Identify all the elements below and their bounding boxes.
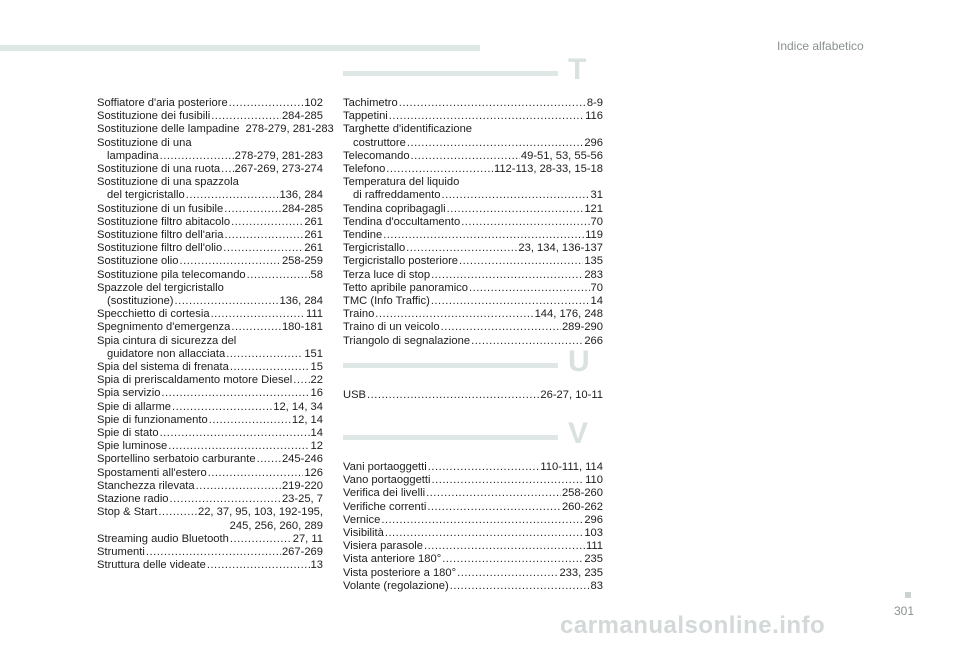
leader-dots [389, 110, 584, 123]
leader-dots [450, 580, 590, 593]
entry-label: Strumenti [97, 545, 145, 558]
entry-pages: 136, 284 [279, 189, 323, 202]
entry-pages: 111 [585, 540, 603, 553]
entry-pages: 110 [585, 474, 603, 487]
entry-pages: 13 [310, 559, 323, 572]
entry-pages: 102 [304, 97, 323, 109]
leader-dots [226, 348, 303, 361]
index-entry [97, 559, 323, 572]
entry-label: lampadina [107, 149, 159, 162]
entry-pages: 136, 284 [279, 295, 323, 308]
section-title: Indice alfabetico [777, 39, 864, 53]
index-entry [97, 229, 323, 242]
index-entry [97, 203, 323, 216]
entry-pages: 110-111, 114 [540, 461, 603, 473]
entry-label: Spie di stato [97, 427, 159, 440]
entry-pages: 70 [590, 215, 603, 228]
index-entry [343, 540, 603, 553]
entry-label: TMC (Info Traffic) [343, 295, 430, 308]
letter-divider-v [343, 417, 603, 451]
index-column-left [97, 97, 334, 572]
entry-pages: 245, 256, 260, 289 [229, 519, 323, 532]
leader-dots [407, 137, 583, 150]
leader-dots [158, 506, 197, 519]
index-entry [343, 189, 603, 202]
index-entry [97, 414, 323, 427]
leader-dots [375, 308, 533, 321]
index-entry [343, 527, 603, 540]
entry-label: Sostituzione olio [97, 255, 179, 268]
leader-dots [385, 527, 583, 540]
entry-pages: 289-290 [561, 321, 603, 334]
entry-label: Sportellino serbatoio carburante [97, 453, 256, 466]
index-entry [97, 361, 323, 374]
entry-pages: 111 [305, 308, 323, 321]
entry-label: Sostituzione pila telecomando [97, 268, 246, 281]
entry-pages: 22 [310, 374, 323, 387]
entry-label: Tappetini [343, 110, 388, 123]
letter-divider-line [343, 363, 558, 368]
entry-pages: 12 [310, 440, 323, 453]
entry-label: Vista anteriore 180° [343, 553, 442, 566]
index-entry [343, 335, 603, 348]
index-entry [343, 567, 603, 580]
leader-dots [196, 480, 281, 493]
entry-label: Traino [343, 308, 375, 321]
entry-label: Stop & Start [97, 506, 158, 519]
entry-pages: 233, 235 [559, 566, 603, 579]
entry-pages: 27, 11 [292, 532, 323, 545]
entry-label: Triangolo di segnalazione [343, 334, 471, 347]
entry-label: Sostituzione filtro dell'aria [97, 229, 224, 242]
entry-label: Sostituzione di una ruota [97, 163, 221, 176]
entry-label: (sostituzione) [107, 295, 174, 308]
index-entry [343, 501, 603, 514]
entry-label: Sostituzione filtro dell'olio [97, 242, 223, 255]
leader-dots [406, 242, 517, 255]
leader-dots [411, 150, 520, 163]
entry-pages: 219-220 [281, 479, 323, 492]
entry-label: Spia del sistema di frenata [97, 361, 229, 374]
leader-dots [223, 242, 303, 255]
entry-label: Spia di preriscaldamento motore Diesel [97, 374, 293, 387]
entry-pages: 23-25, 7 [281, 493, 323, 506]
index-entry [97, 269, 323, 282]
leader-dots [431, 295, 590, 308]
entry-label: Streaming audio Bluetooth [97, 532, 229, 545]
leader-dots [459, 255, 583, 268]
entry-label: Spie luminose [97, 440, 168, 453]
entry-pages: 26-27, 10-11 [540, 389, 603, 401]
entry-label: del tergicristallo [107, 189, 185, 202]
entry-label: Visiera parasole [343, 540, 424, 553]
entry-pages: 58 [310, 268, 323, 281]
entry-pages: 151 [304, 347, 323, 360]
entry-label: Stanchezza rilevata [97, 479, 195, 492]
index-entry [343, 389, 603, 402]
entry-label: Tetto apribile panoramico [343, 281, 468, 294]
entry-label: Tergicristallo [343, 242, 406, 255]
entry-pages: 14 [310, 427, 323, 440]
entry-pages: 284-285 [281, 110, 323, 123]
index-entry [343, 242, 603, 255]
entry-pages: 258-259 [281, 255, 323, 268]
leader-dots [221, 163, 234, 176]
entry-label: Spie di allarme [97, 400, 171, 413]
entry-pages: 116 [585, 110, 603, 123]
entry-pages: 119 [585, 229, 603, 242]
entry-label: Tendine [343, 229, 383, 242]
index-entry [97, 480, 323, 493]
index-entry [343, 137, 603, 150]
leader-dots [471, 335, 583, 348]
entry-pages: 135 [584, 255, 603, 268]
leader-dots [230, 533, 292, 546]
index-entry [97, 321, 323, 334]
index-entry [97, 282, 323, 295]
leader-dots [432, 474, 585, 487]
leader-dots [367, 389, 539, 402]
leader-dots [441, 189, 589, 202]
index-entry [97, 348, 323, 361]
index-entry [97, 440, 323, 453]
index-entry [343, 203, 603, 216]
leader-dots [230, 361, 310, 374]
index-entry [343, 487, 603, 500]
entry-pages: 267-269, 273-274 [234, 163, 323, 176]
entry-pages: 296 [584, 136, 603, 149]
index-entry [343, 295, 603, 308]
index-entry [97, 453, 323, 466]
index-entry [343, 176, 603, 189]
watermark: carmanualsonline.info [560, 612, 826, 639]
entry-label: Targhette d'identificazione [343, 123, 473, 136]
page-number: 301 [894, 604, 915, 618]
index-entry [97, 110, 323, 123]
index-entry [343, 474, 603, 487]
entry-label: Spia cintura di sicurezza del [97, 334, 237, 347]
entry-label: Tachimetro [343, 97, 398, 109]
entry-pages: 245-246 [281, 453, 323, 466]
index-entry [343, 255, 603, 268]
entry-pages: 266 [584, 334, 603, 347]
entry-label: Sostituzione di una [97, 136, 192, 149]
entry-label: Sostituzione dei fusibili [97, 110, 211, 123]
index-entry [343, 216, 603, 229]
entry-label: Volante (regolazione) [343, 579, 449, 592]
leader-dots [160, 150, 234, 163]
leader-dots [168, 440, 309, 453]
entry-pages: 112-113, 28-33, 15-18 [493, 163, 603, 176]
letter-divider-line [343, 435, 558, 440]
index-entry [343, 553, 603, 566]
entry-label: Visibilità [343, 527, 384, 540]
index-entry [97, 506, 323, 519]
leader-dots [426, 487, 561, 500]
entry-pages: 23, 134, 136-137 [518, 242, 603, 255]
index-entry [97, 255, 323, 268]
index-entry [343, 580, 603, 593]
index-entry [343, 461, 603, 474]
entry-pages: 284-285 [281, 202, 323, 215]
entry-pages: 8-9 [586, 97, 603, 109]
leader-dots [428, 461, 540, 474]
leader-dots [461, 216, 589, 229]
index-entry [343, 282, 603, 295]
index-entry [97, 163, 323, 176]
entry-label: USB [343, 389, 367, 401]
index-entry [97, 189, 323, 202]
index-entry [97, 335, 323, 348]
leader-dots [146, 546, 281, 559]
entry-pages: 267-269 [281, 545, 323, 558]
leader-dots [424, 540, 585, 553]
leader-dots [211, 110, 281, 123]
leader-dots [209, 414, 291, 427]
leader-dots [231, 321, 281, 334]
entry-pages: 12, 14 [291, 413, 323, 426]
index-section-t [343, 97, 603, 348]
entry-label: Telefono [343, 163, 386, 176]
index-entry [343, 97, 603, 110]
leader-dots [441, 321, 561, 334]
entry-pages: 83 [590, 579, 603, 592]
index-entry [97, 308, 323, 321]
entry-pages: 258-260 [561, 487, 603, 500]
index-entry [343, 321, 603, 334]
index-entry [343, 163, 603, 176]
entry-pages: 121 [584, 202, 603, 215]
entry-pages: 144, 176, 248 [534, 308, 603, 321]
leader-dots [211, 308, 305, 321]
entry-pages: 261 [304, 242, 323, 255]
letter-heading: U [568, 345, 590, 378]
entry-label: Spie di funzionamento [97, 413, 208, 426]
index-entry [97, 427, 323, 440]
index-entry [343, 110, 603, 123]
entry-pages: 70 [590, 281, 603, 294]
entry-pages: 126 [304, 466, 323, 479]
entry-label: Sostituzione filtro abitacolo [97, 215, 231, 228]
entry-pages: 278-279, 281-283 [245, 123, 334, 136]
index-entry [343, 229, 603, 242]
index-entry [97, 137, 323, 150]
index-entry [97, 401, 323, 414]
entry-label: costruttore [353, 136, 406, 149]
entry-label: Sostituzione di una spazzola [97, 176, 239, 189]
entry-label: Sostituzione delle lampadine [97, 123, 240, 136]
index-entry [97, 374, 323, 387]
index-entry [97, 520, 323, 533]
leader-dots [386, 163, 493, 176]
entry-label: Sostituzione di un fusibile [97, 202, 224, 215]
entry-pages: 261 [304, 215, 323, 228]
leader-dots [457, 567, 558, 580]
index-entry [97, 150, 323, 163]
index-entry [97, 387, 323, 400]
entry-pages: 261 [304, 229, 323, 242]
leader-dots [179, 255, 280, 268]
index-entry [97, 546, 323, 559]
leader-dots [381, 514, 583, 527]
entry-label: Spegnimento d'emergenza [97, 321, 231, 334]
entry-label: Tergicristallo posteriore [343, 255, 459, 268]
entry-label: Telecomando [343, 149, 410, 162]
entry-label: Temperatura del liquido [343, 176, 460, 189]
leader-dots [186, 189, 279, 202]
leader-dots [172, 401, 272, 414]
page-marker [905, 592, 911, 598]
entry-label: Vernice [343, 513, 381, 526]
leader-dots [447, 203, 584, 216]
entry-pages: 49-51, 53, 55-56 [520, 149, 603, 162]
entry-label: Traino di un veicolo [343, 321, 440, 334]
entry-label: Spostamenti all'estero [97, 466, 207, 479]
entry-pages: 14 [590, 295, 603, 308]
index-entry [343, 123, 603, 136]
leader-dots [229, 97, 304, 110]
leader-dots [207, 559, 310, 572]
entry-label: Tendina d'occultamento [343, 215, 461, 228]
header-divider-bar [0, 45, 480, 51]
index-section-u [343, 389, 603, 402]
entry-pages: 283 [584, 268, 603, 281]
entry-label: Soffiatore d'aria posteriore [97, 97, 228, 109]
index-entry [97, 123, 334, 136]
leader-dots [231, 216, 303, 229]
index-section-v [343, 461, 603, 593]
entry-pages: 296 [584, 513, 603, 526]
letter-divider-u [343, 345, 603, 379]
letter-divider-t [343, 53, 603, 87]
index-entry [97, 97, 323, 110]
entry-pages: 103 [584, 527, 603, 540]
entry-pages: 16 [310, 387, 323, 400]
entry-label: di raffreddamento [353, 189, 441, 202]
entry-pages: 180-181 [281, 321, 323, 334]
index-entry [343, 269, 603, 282]
leader-dots [161, 387, 309, 400]
leader-dots [175, 295, 279, 308]
entry-pages: 15 [310, 361, 323, 374]
entry-pages: 22, 37, 95, 103, 192-195, [197, 506, 323, 519]
letter-heading: T [568, 53, 587, 86]
entry-label: Vano portaoggetti [343, 474, 431, 487]
leader-dots [225, 229, 304, 242]
index-entry [343, 514, 603, 527]
index-entry [97, 242, 323, 255]
entry-label: guidatore non allacciata [107, 347, 226, 360]
leader-dots [170, 493, 281, 506]
index-entry [97, 493, 323, 506]
leader-dots [442, 553, 583, 566]
entry-label: Spia servizio [97, 387, 161, 400]
index-entry [97, 467, 323, 480]
index-entry [97, 176, 323, 189]
entry-label: Verifica dei livelli [343, 487, 426, 500]
letter-heading: V [568, 417, 589, 450]
index-entry [343, 308, 603, 321]
leader-dots [208, 467, 304, 480]
index-entry [343, 150, 603, 163]
index-entry [97, 216, 323, 229]
entry-label: Tendina copribagagli [343, 202, 446, 215]
leader-dots [293, 374, 309, 387]
leader-dots [160, 427, 310, 440]
leader-dots [257, 453, 281, 466]
entry-pages: 278-279, 281-283 [234, 149, 323, 162]
index-entry [97, 295, 323, 308]
entry-pages: 260-262 [561, 500, 603, 513]
entry-label: Stazione radio [97, 493, 169, 506]
leader-dots [431, 269, 583, 282]
entry-label: Vista posteriore a 180° [343, 566, 457, 579]
entry-label: Spazzole del tergicristallo [97, 281, 224, 294]
entry-label: Vani portaoggetti [343, 461, 427, 473]
entry-label: Terza luce di stop [343, 268, 431, 281]
letter-divider-line [343, 71, 558, 76]
entry-label: Struttura delle videate [97, 559, 206, 572]
leader-dots [427, 501, 561, 514]
entry-pages: 235 [584, 553, 603, 566]
entry-label: Verifiche correnti [343, 500, 427, 513]
leader-dots [469, 282, 590, 295]
entry-pages: 12, 14, 34 [273, 400, 323, 413]
index-entry [97, 533, 323, 546]
entry-label: Specchietto di cortesia [97, 308, 210, 321]
entry-pages: 31 [590, 189, 603, 202]
leader-dots [383, 229, 584, 242]
leader-dots [399, 97, 586, 110]
leader-dots [224, 203, 281, 216]
leader-dots [247, 269, 310, 282]
